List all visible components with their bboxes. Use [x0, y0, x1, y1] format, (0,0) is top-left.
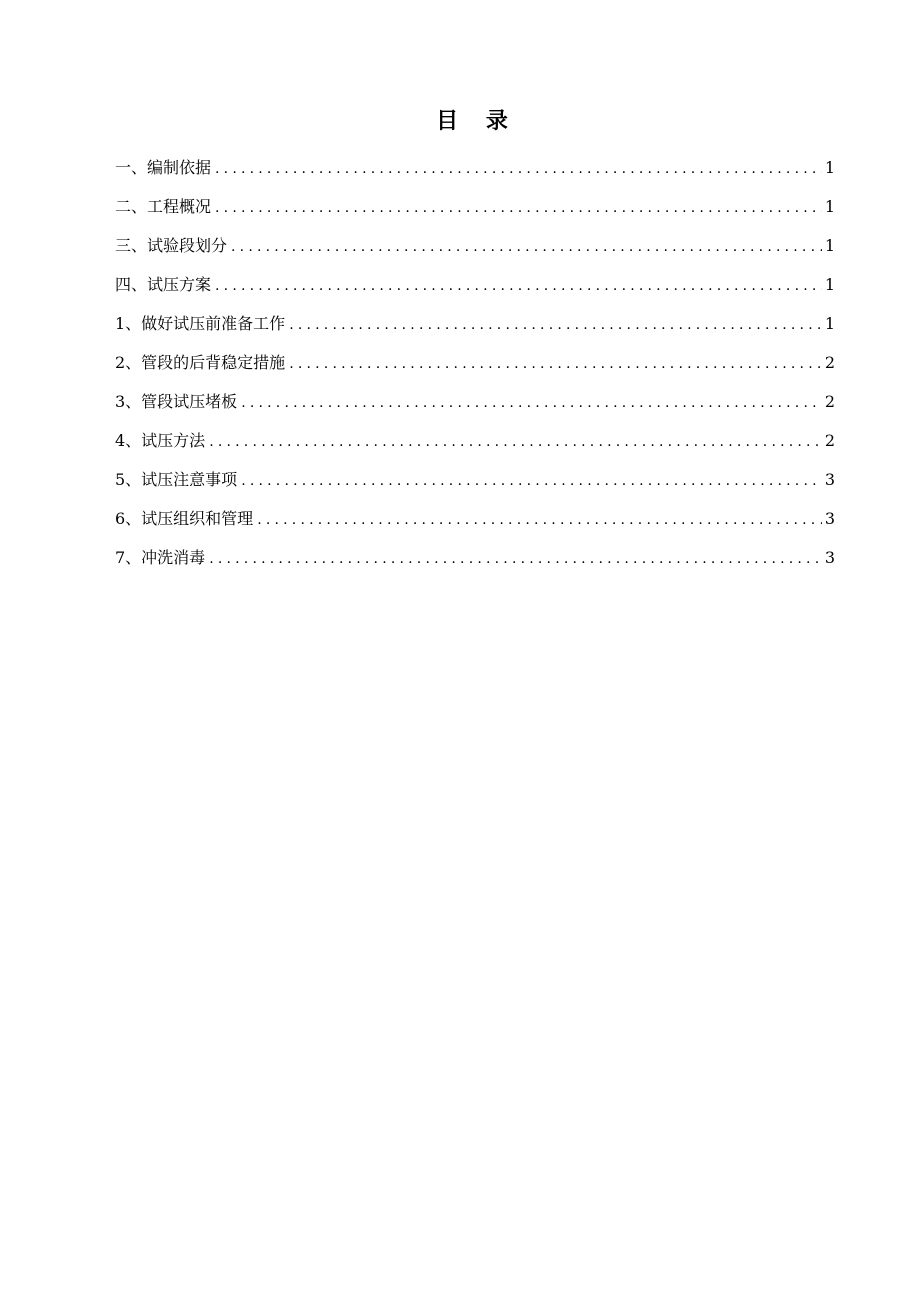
toc-entry-label: 二、工程概况 [115, 197, 212, 216]
toc-page-number: 3 [824, 548, 835, 567]
toc-dot-leader [215, 189, 822, 228]
toc-entry-label: 3、管段试压堵板 [115, 392, 238, 411]
toc-entry-label: 7、冲洗消毒 [115, 548, 206, 567]
toc-page-number: 3 [824, 509, 835, 528]
toc-dot-leader [241, 384, 822, 423]
toc-dot-leader [289, 345, 822, 384]
toc-entry-10[interactable] [115, 499, 835, 538]
toc-page-number: 2 [824, 392, 835, 411]
toc-entry-label: 一、编制依据 [115, 158, 212, 177]
toc-entry-label: 6、试压组织和管理 [115, 509, 254, 528]
toc-entry-5[interactable] [115, 304, 835, 343]
toc-entry-11[interactable] [115, 538, 835, 577]
toc-page-number: 2 [824, 431, 835, 450]
toc-dot-leader [257, 501, 822, 540]
toc-entry-label: 2、管段的后背稳定措施 [115, 353, 286, 372]
toc-entry-4[interactable] [115, 265, 835, 304]
toc-entry-9[interactable] [115, 460, 835, 499]
toc-entry-label: 5、试压注意事项 [115, 470, 238, 489]
toc-dot-leader [209, 423, 822, 462]
toc-list [115, 148, 835, 577]
toc-dot-leader [241, 462, 822, 501]
toc-entry-label: 四、试压方案 [115, 275, 212, 294]
toc-page-number: 3 [824, 470, 835, 489]
toc-dot-leader [289, 306, 822, 345]
toc-entry-8[interactable] [115, 421, 835, 460]
toc-entry-2[interactable] [115, 187, 835, 226]
toc-page-number: 1 [824, 314, 835, 333]
toc-title: 目 录 [436, 108, 518, 134]
toc-entry-label: 1、做好试压前准备工作 [115, 314, 286, 333]
toc-dot-leader [215, 267, 822, 306]
toc-dot-leader [215, 150, 822, 189]
toc-dot-leader [231, 228, 822, 267]
toc-page-number: 1 [824, 158, 835, 177]
toc-entry-1[interactable] [115, 148, 835, 187]
toc-entry-label: 4、试压方法 [115, 431, 206, 450]
toc-page-number: 1 [824, 275, 835, 294]
toc-entry-label: 三、试验段划分 [115, 236, 228, 255]
toc-entry-7[interactable] [115, 382, 835, 421]
toc-entry-3[interactable] [115, 226, 835, 265]
toc-dot-leader [209, 540, 822, 579]
toc-page-number: 2 [824, 353, 835, 372]
toc-page-number: 1 [824, 236, 835, 255]
toc-page-number: 1 [824, 197, 835, 216]
toc-entry-6[interactable] [115, 343, 835, 382]
